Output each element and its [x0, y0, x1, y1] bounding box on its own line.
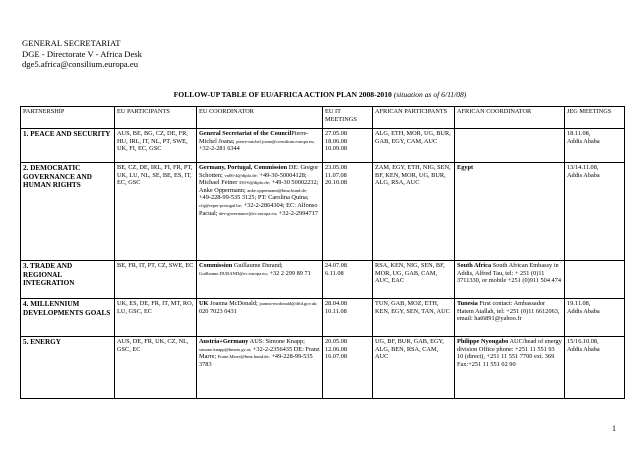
document-title — [0, 90, 640, 99]
contact-text: AUS: Simone Knapp; — [248, 338, 305, 345]
african-coordinator-cell — [455, 261, 565, 299]
coordinator-name: Austria+Germany — [199, 338, 249, 345]
jeg-meeting: Addis Ababa — [567, 171, 600, 179]
column-header-jeg-meetings: JEG MEETINGS — [565, 107, 625, 129]
african-participants-cell — [373, 337, 455, 399]
eu-coordinator-cell — [197, 261, 323, 299]
meeting-date: 20.05.08 — [325, 338, 348, 345]
contact-email: cfq@reper-portugal.be; — [199, 202, 243, 208]
contact-text: +49-30-50004128; Michael Feiner — [199, 171, 307, 187]
eu-participants-cell — [115, 261, 197, 299]
coordinator-name: Tunesia — [457, 300, 478, 307]
page-number: 1 — [612, 424, 616, 433]
partnership-name: 5. ENERGY — [23, 338, 61, 346]
contact-text: +32-2-2994717 — [277, 209, 318, 217]
eu-coordinator-cell — [197, 129, 323, 163]
eu-coordinator-cell — [197, 163, 323, 261]
african-participants-list: ZAM, EGY, ETH, NIG, SEN, BF, KEN, MOR, UG, BUR, ALG, RSA, AUC — [375, 164, 451, 187]
jeg-meeting: 18.11.08, — [567, 130, 591, 137]
document-header — [22, 38, 142, 70]
contact-text: +32-2-2356435 DE: Franz Marre; — [199, 345, 320, 361]
contact-text: 020 7023 0431 — [199, 307, 237, 315]
eu-participants-cell — [115, 163, 197, 261]
eu-it-meetings-cell — [323, 261, 373, 299]
eu-participants-list: AUS, BE, BG, CZ, DE, FR, HU, IRL, IT, NL, PT, SWE, UK, FI, EC, GSC — [117, 130, 188, 153]
partnership-name: 4. MILLENNIUM DEVELOPMENTS GOALS — [23, 300, 111, 317]
column-header-eu-it-meetings: EU IT MEETINGS — [323, 107, 373, 129]
partnership-cell — [21, 337, 115, 399]
contact-email: 330-6@diplo.de; — [238, 180, 271, 186]
contact-text: First contact: Ambassador Hatem Atallah, tel: +251 (0)11 6612063, email: hat6891@yahoo.fr — [457, 300, 560, 323]
contact-text: +49-30 50002232; Anke Oppermann; — [199, 179, 319, 194]
contact-text: +32 2 299 89 71 — [267, 269, 311, 277]
coordinator-name: UK — [199, 300, 209, 307]
coordinator-name: Germany, Portugal, Commission — [199, 164, 288, 171]
african-coordinator-cell — [455, 337, 565, 399]
african-participants-cell — [373, 163, 455, 261]
meeting-date: 27.05.08 — [325, 130, 348, 137]
coordinator-name: Egypt — [457, 164, 474, 171]
table-row — [21, 163, 625, 261]
column-header-partnership: PARTNERSHIP — [21, 107, 115, 129]
contact-text: +49-228-99-535 3125; PT: Carolina Quina; — [199, 194, 309, 202]
eu-coordinator-cell — [197, 337, 323, 399]
partnership-cell — [21, 129, 115, 163]
jeg-meeting: Addis Ababa — [567, 345, 600, 353]
table-row — [21, 337, 625, 399]
meeting-date: 10.11.08 — [325, 307, 347, 315]
meeting-date: 12.06.08 — [325, 345, 348, 353]
eu-participants-cell — [115, 337, 197, 399]
contact-email: joanna-mcdonald@dfid.gov.uk; — [259, 301, 318, 306]
eu-it-meetings-cell — [323, 163, 373, 261]
column-header-african-participants: AFRICAN PARTICIPANTS — [373, 107, 455, 129]
contact-text: +49-228-99-535 3783 — [199, 353, 313, 368]
eu-participants-list: BE, CZ, DE, IRL, FI, FR, PT, UK, LU, NL, SE, BE, ES, IT, EC, GSC — [117, 164, 193, 187]
eu-it-meetings-cell — [323, 299, 373, 337]
follow-up-table — [20, 106, 625, 399]
eu-participants-list: BE, FR, IT, PT, CZ, SWE, EC — [117, 262, 194, 269]
jeg-meeting: Addis Ababa — [567, 137, 600, 145]
column-header-eu-coordinator: EU COORDINATOR — [197, 107, 323, 129]
header-directorate: DGE - Directorate V - Africa Desk — [22, 48, 142, 59]
coordinator-name: General Secretariat of the Council — [199, 130, 292, 137]
contact-email: simone.knapp@bmeia.gv.at; — [199, 346, 252, 352]
table-row — [21, 129, 625, 163]
eu-it-meetings-cell — [323, 129, 373, 163]
african-participants-list: UG, BF, BUR, GAB, EGY, ALG, BEN, RSA, CAM, AUC — [375, 338, 444, 361]
jeg-meetings-cell — [565, 129, 625, 163]
contact-text: Guillaume Durand; — [232, 262, 283, 269]
coordinator-name: Philippe Nyongabo — [457, 338, 509, 345]
contact-email: dev-governance@ec.europa.eu; — [219, 210, 278, 216]
eu-participants-list: AUS, DE, FR, UK, CZ, NL, GSC, EC — [117, 338, 189, 353]
column-header-african-coordinator: AFRICAN COORDINATOR — [455, 107, 565, 129]
african-coordinator-cell — [455, 299, 565, 337]
meeting-date: 23.05.08 — [325, 164, 348, 171]
meeting-date: 20.10.08 — [325, 179, 348, 187]
contact-email: Franz.Marre@bmz.bund.de; — [217, 354, 270, 360]
eu-participants-cell — [115, 129, 197, 163]
contact-text: AUC/head of energy division Office phone: +251 11 551 93 10 (direct), +251 11 551 7700 ext. 369 Fax:+251 11 551 02 90 — [457, 338, 562, 368]
african-participants-cell — [373, 129, 455, 163]
coordinator-name: Commission — [199, 262, 233, 269]
partnership-cell — [21, 261, 115, 299]
partnership-cell — [21, 299, 115, 337]
contact-text: +32-2-281 6344 — [199, 145, 240, 153]
jeg-meeting: 19.11.08, — [567, 300, 591, 307]
african-participants-cell — [373, 299, 455, 337]
jeg-meetings-cell — [565, 299, 625, 337]
header-email[interactable]: dge5.africa@consilium.europa.eu — [22, 59, 139, 69]
meeting-date: 24.07.08 — [325, 262, 348, 269]
column-header-eu-participants: EU PARTICIPANTS — [115, 107, 197, 129]
meeting-date: 18.06.08 — [325, 137, 348, 145]
eu-it-meetings-cell — [323, 337, 373, 399]
contact-email: Guillaume.DURAND@ec.europa.eu; — [199, 270, 268, 276]
eu-coordinator-cell — [197, 299, 323, 337]
jeg-meetings-cell — [565, 337, 625, 399]
african-coordinator-cell — [455, 129, 565, 163]
partnership-cell — [21, 163, 115, 261]
jeg-meetings-cell — [565, 261, 625, 299]
contact-text: +32-2-2864304; EC: Alfonso Pacual; — [199, 201, 318, 217]
meeting-date: 11.07.08 — [325, 171, 347, 179]
jeg-meeting: 13/14.11.08, — [567, 164, 599, 171]
partnership-name: 1. PEACE AND SECURITY — [23, 130, 111, 138]
partnership-name: 3. TRADE AND REGIONAL INTEGRATION — [23, 262, 75, 288]
eu-participants-list: UK, ES, DE, FR, IT, MT, RO, LU, GSC, EC — [117, 300, 194, 315]
african-participants-list: ALG, ETH, MOR, UG, BUR, GAB, EGY, CAM, AUC — [375, 130, 451, 145]
jeg-meeting: 15/16.10.08, — [567, 338, 599, 345]
meeting-date: 6.11.08 — [325, 269, 344, 277]
table-row — [21, 261, 625, 299]
african-participants-cell — [373, 261, 455, 299]
meeting-date: 28.04.08 — [325, 300, 348, 307]
eu-participants-cell — [115, 299, 197, 337]
table-row — [21, 299, 625, 337]
african-participants-list: RSA, KEN, NIG, SEN, BF, MOR, UG, GAB, CAM, AUC, EAC — [375, 262, 445, 285]
partnership-name: 2. DEMOCRATIC GOVERNANCE AND HUMAN RIGHTS — [23, 164, 92, 190]
title-note: (situation as of 6/11/08) — [393, 90, 467, 99]
header-organization: GENERAL SECRETARIAT — [22, 38, 121, 48]
jeg-meetings-cell — [565, 163, 625, 261]
african-coordinator-cell — [455, 163, 565, 261]
meeting-date: 10.09.08 — [325, 145, 348, 153]
contact-email: anke.oppermann@bmz.bund.de; — [247, 187, 307, 193]
contact-email: vn06-4@diplo.de; — [224, 172, 258, 178]
contact-text: South African Embassy in Addis, Alfred Tau, tel: + 251 (0)11 3711330, or mobile +251 (0)911 504 474 — [457, 262, 561, 285]
jeg-meeting: Addis Ababa — [567, 307, 600, 315]
table-header-row — [21, 107, 625, 129]
coordinator-name: South Africa — [457, 262, 492, 269]
table-body — [21, 129, 625, 399]
title-main: FOLLOW-UP TABLE OF EU/AFRICA ACTION PLAN 2008-2010 — [173, 90, 392, 99]
contact-text: DE: Gregor Schotten; — [199, 164, 319, 179]
contact-text: Pierre-Michel Joana; — [199, 130, 309, 145]
contact-email: pierre-michel.joana@consilium.europa.eu; — [236, 138, 315, 144]
african-participants-list: TUN, GAB, MOZ, ETH, KEN, EGY, SEN, TAN, AUC — [375, 300, 450, 315]
contact-text: Joanna McDonald; — [208, 300, 260, 307]
meeting-date: 16.07.08 — [325, 353, 348, 361]
